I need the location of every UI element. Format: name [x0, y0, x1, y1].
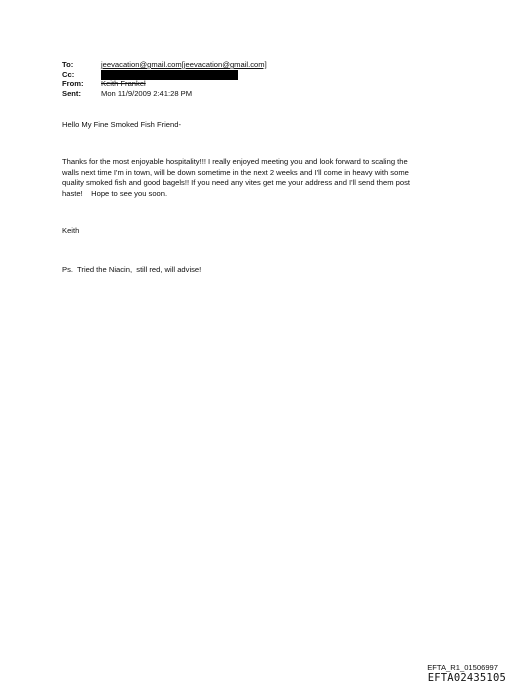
sent-label: Sent:: [62, 88, 81, 98]
to-row: [62, 60, 267, 70]
signoff: Keith: [62, 226, 80, 235]
email-header: [62, 60, 267, 98]
postscript: Ps. Tried the Niacin, still red, will advise!: [62, 265, 202, 274]
document-id-secondary: EFTA02435105: [427, 672, 506, 684]
from-label: From:: [62, 79, 84, 89]
from-value: Keith Frankel: [101, 79, 146, 89]
paragraph-line: quality smoked fish and good bagels!! If you need any vites get me your address and I'll send them post: [62, 178, 411, 188]
message-paragraph: [62, 157, 462, 199]
to-label: To:: [62, 60, 74, 69]
paragraph-line: haste! Hope to see you soon.: [62, 188, 168, 198]
cc-label: Cc:: [62, 69, 75, 79]
paragraph-line: walls next time I'm in town, will be down sometime in the next 2 weeks and I'll come in heavy with some: [62, 167, 409, 177]
document-id: EFTA_R1_01506997: [427, 663, 498, 672]
from-row: [62, 79, 267, 89]
to-value: jeevacation@gmail.com[jeevacation@gmail.com]: [101, 60, 267, 69]
cc-value: [101, 70, 238, 80]
cc-row: [62, 70, 267, 80]
sent-row: [62, 89, 267, 99]
greeting: Hello My Fine Smoked Fish Friend-: [62, 120, 182, 129]
sent-value: Mon 11/9/2009 2:41:28 PM: [101, 88, 193, 98]
redaction-block: [101, 70, 238, 80]
paragraph-line: Thanks for the most enjoyable hospitality!!! I really enjoyed meeting you and look forward to scaling the: [62, 157, 408, 166]
